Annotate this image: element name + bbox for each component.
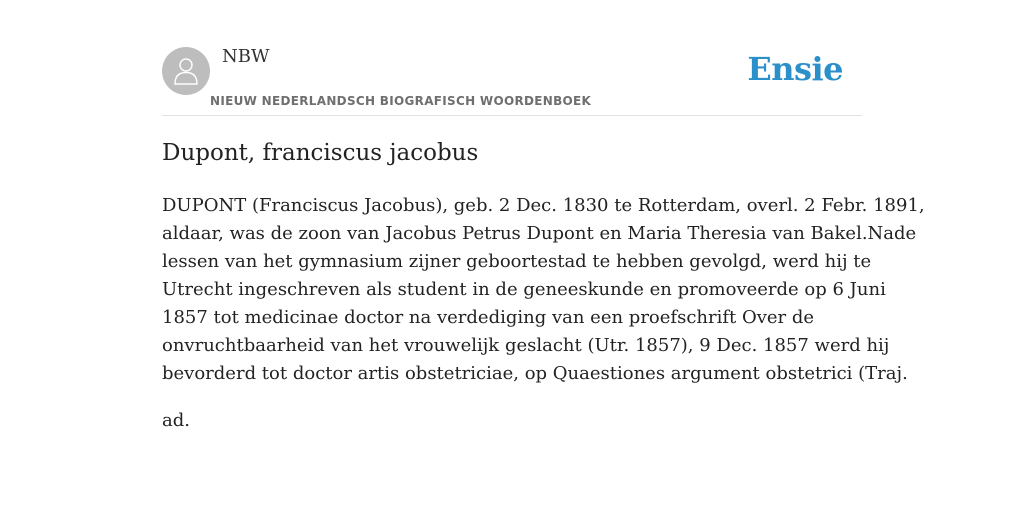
article-body-line: DUPONT (Franciscus Jacobus), geb. 2 Dec. 1830 te Rotterdam, overl. 2 Febr. 1891, bbox=[162, 195, 925, 216]
article-body-line: 1857 tot medicinae doctor na verdediging van een proefschrift Over de bbox=[162, 307, 815, 328]
avatar[interactable] bbox=[162, 47, 210, 95]
article-title: Dupont, franciscus jacobus bbox=[162, 140, 479, 166]
article-body-line: Utrecht ingeschreven als student in de geneeskunde en promoveerde op 6 Juni bbox=[162, 279, 886, 300]
brand-logo[interactable]: Ensie bbox=[747, 50, 843, 88]
article-body-line: aldaar, was de zoon van Jacobus Petrus Dupont en Maria Theresia van Bakel.Nade bbox=[162, 223, 917, 244]
article-body-line: onvruchtbaarheid van het vrouwelijk geslacht (Utr. 1857), 9 Dec. 1857 werd hij bbox=[162, 335, 890, 356]
article-body-line: lessen van het gymnasium zijner geboortestad te hebben gevolgd, werd hij te bbox=[162, 251, 872, 272]
article-body-continuation: ad. bbox=[162, 410, 190, 431]
source-header bbox=[162, 40, 862, 116]
article-body-line: bevorderd tot doctor artis obstetriciae, op Quaestiones argument obstetrici (Traj. bbox=[162, 363, 908, 384]
article-body bbox=[162, 192, 925, 388]
source-abbreviation[interactable]: NBW bbox=[222, 46, 270, 67]
source-full-name: NIEUW NEDERLANDSCH BIOGRAFISCH WOORDENBOEK bbox=[210, 94, 592, 108]
